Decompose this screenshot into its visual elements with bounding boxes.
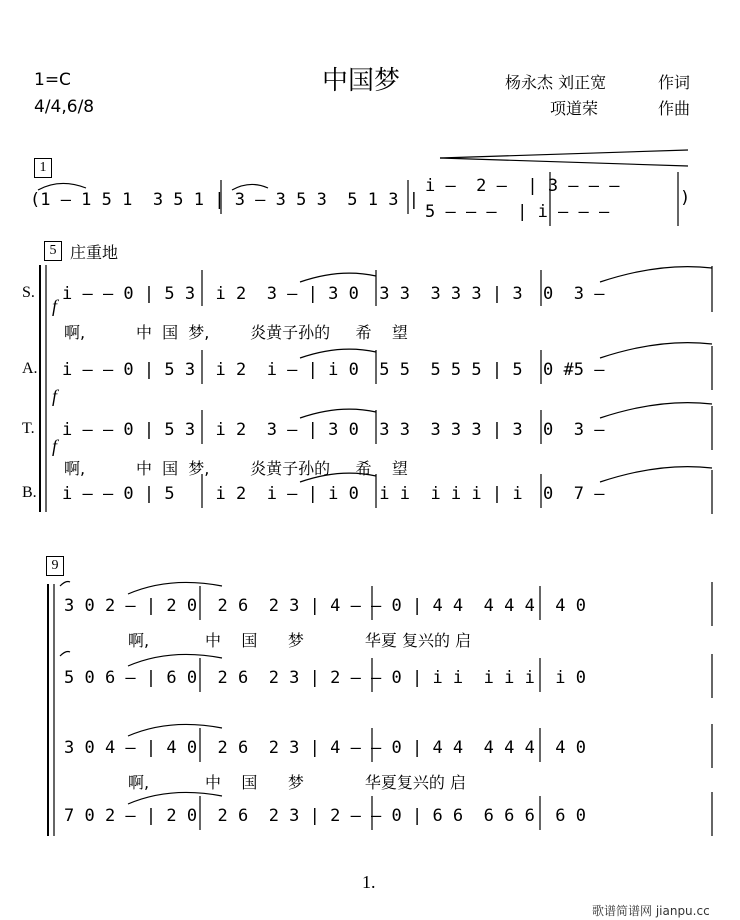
s9-tenor-notes: 3 0 4 — | 4 0 2 6 2 3 | 4 — — 0 | 4 4 4 4 4 4 0: [64, 738, 586, 758]
intro-line: (1 — 1 5 1 3 5 1 | 3 — 3 5 3 5 1 3 |: [30, 190, 419, 210]
time-signature: 4/4,6/8: [34, 97, 95, 117]
tenor-notes: i — — 0 | 5 3 i 2 3 — | 3 0 3 3 3 3 3 | 3 0 3 —: [62, 420, 605, 440]
bass-notes: i — — 0 | 5 i 2 i — | i 0 i i i i i | i 0 7 —: [62, 484, 605, 504]
dynamic-soprano: f: [52, 296, 58, 316]
lyricists: 杨永杰 刘正宽: [505, 73, 607, 92]
rehearsal-mark-5: 5: [44, 241, 62, 261]
lyric-soprano: 啊, 中 国 梦, 炎黄子孙的 希 望: [64, 323, 408, 342]
watermark: 歌谱简谱网 jianpu.cc: [592, 904, 710, 918]
part-label-alto: A.: [22, 360, 38, 377]
rehearsal-mark-9: 9: [46, 556, 64, 576]
key-signature: 1=C: [34, 70, 71, 90]
s9-alto-notes: 5 0 6 — | 6 0 2 6 2 3 | 2 — — 0 | i i i i i i 0: [64, 668, 586, 688]
part-label-bass: B.: [22, 484, 37, 501]
part-label-tenor: T.: [22, 420, 35, 437]
rehearsal-mark-1: 1: [34, 158, 52, 178]
dynamic-alto: f: [52, 386, 58, 406]
music-role: 作曲: [658, 99, 691, 118]
s9-bass-notes: 7 0 2 — | 2 0 2 6 2 3 | 2 — — 0 | 6 6 6 6 6 6 0: [64, 806, 586, 826]
intro-lower: 5 — — — | i — — —: [425, 202, 610, 222]
soprano-notes: i — — 0 | 5 3 i 2 3 — | 3 0 3 3 3 3 3 | 3 0 3 —: [62, 284, 605, 304]
page-title: 中国梦: [322, 66, 401, 96]
composer: 项道荣: [550, 99, 599, 118]
dynamic-tenor: f: [52, 436, 58, 456]
intro-close: ): [680, 188, 691, 208]
s9-lyric-tenor: 啊, 中 国 梦 华夏复兴的 启: [128, 773, 467, 792]
intro-upper: i — 2 — | 3 — — —: [425, 176, 620, 196]
tempo-mark: 庄重地: [70, 243, 119, 262]
page-number: 1.: [362, 872, 376, 892]
s9-lyric-soprano: 啊, 中 国 梦 华夏 复兴的 启: [128, 631, 472, 650]
s9-soprano-notes: 3 0 2 — | 2 0 2 6 2 3 | 4 — — 0 | 4 4 4 4 4 4 0: [64, 596, 586, 616]
part-label-soprano: S.: [22, 284, 35, 301]
lyrics-role: 作词: [658, 73, 691, 92]
lyric-tenor: 啊, 中 国 梦, 炎黄子孙的 希 望: [64, 459, 408, 478]
alto-notes: i — — 0 | 5 3 i 2 i — | i 0 5 5 5 5 5 | 5 0 #5 —: [62, 360, 605, 380]
